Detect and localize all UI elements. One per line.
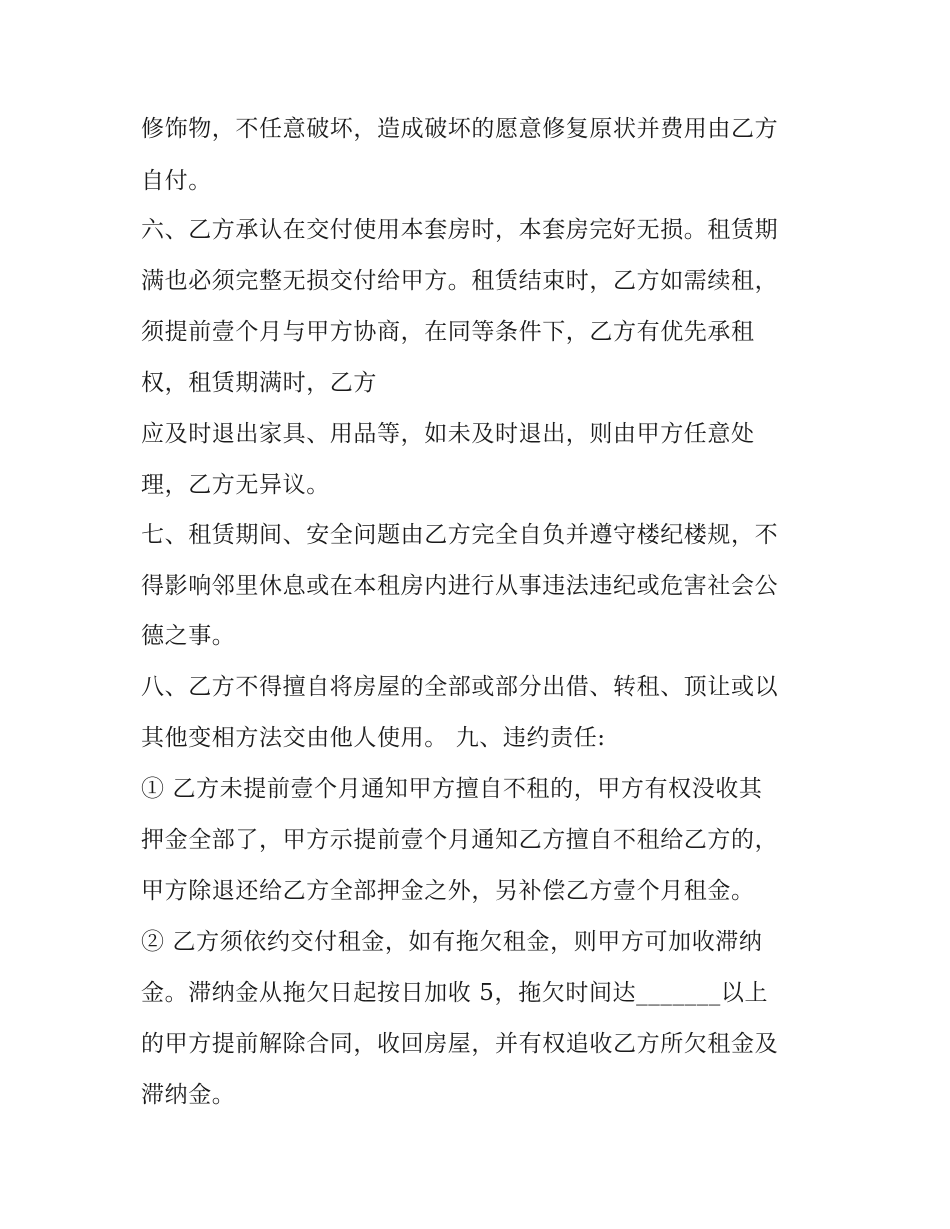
- text-line: 六、乙方承认在交付使用本套房时，本套房完好无损。租赁期: [141, 217, 779, 243]
- text-line: 其他变相方法交由他人使用。 九、违约责任:: [141, 725, 606, 751]
- text-line: ① 乙方未提前壹个月通知甲方擅自不租的，甲方有权没收其: [141, 776, 763, 802]
- text-line: 金。滞纳金从拖欠日起按日加收 5，拖欠时间达_______以上: [141, 980, 769, 1006]
- text-line: 自付。: [141, 168, 212, 194]
- text-line: 权，租赁期满时，乙方: [141, 370, 377, 396]
- text-line: 八、乙方不得擅自将房屋的全部或部分出借、转租、顶让或以: [141, 674, 779, 700]
- text-line: 的甲方提前解除合同，收回房屋，并有权追收乙方所欠租金及: [141, 1031, 779, 1057]
- text-line: 德之事。: [141, 623, 236, 649]
- text-line: ② 乙方须依约交付租金，如有拖欠租金，则甲方可加收滞纳: [141, 929, 763, 955]
- text-line: 须提前壹个月与甲方协商，在同等条件下，乙方有优先承租: [141, 319, 755, 345]
- text-line: 理，乙方无异议。: [141, 472, 330, 498]
- text-line: 甲方除退还给乙方全部押金之外，另补偿乙方壹个月租金。: [141, 878, 755, 904]
- text-line: 应及时退出家具、用品等，如未及时退出，则由甲方任意处: [141, 421, 755, 447]
- text-line: 满也必须完整无损交付给甲方。租赁结束时，乙方如需续租，: [141, 268, 779, 294]
- text-line: 修饰物，不任意破坏，造成破坏的愿意修复原状并费用由乙方: [141, 116, 779, 142]
- text-line: 滞纳金。: [141, 1082, 236, 1108]
- text-line: 得影响邻里休息或在本租房内进行从事违法违纪或危害社会公: [141, 573, 779, 599]
- text-line: 押金全部了，甲方示提前壹个月通知乙方擅自不租给乙方的，: [141, 827, 779, 853]
- text-line: 七、租赁期间、安全问题由乙方完全自负并遵守楼纪楼规，不: [141, 522, 779, 548]
